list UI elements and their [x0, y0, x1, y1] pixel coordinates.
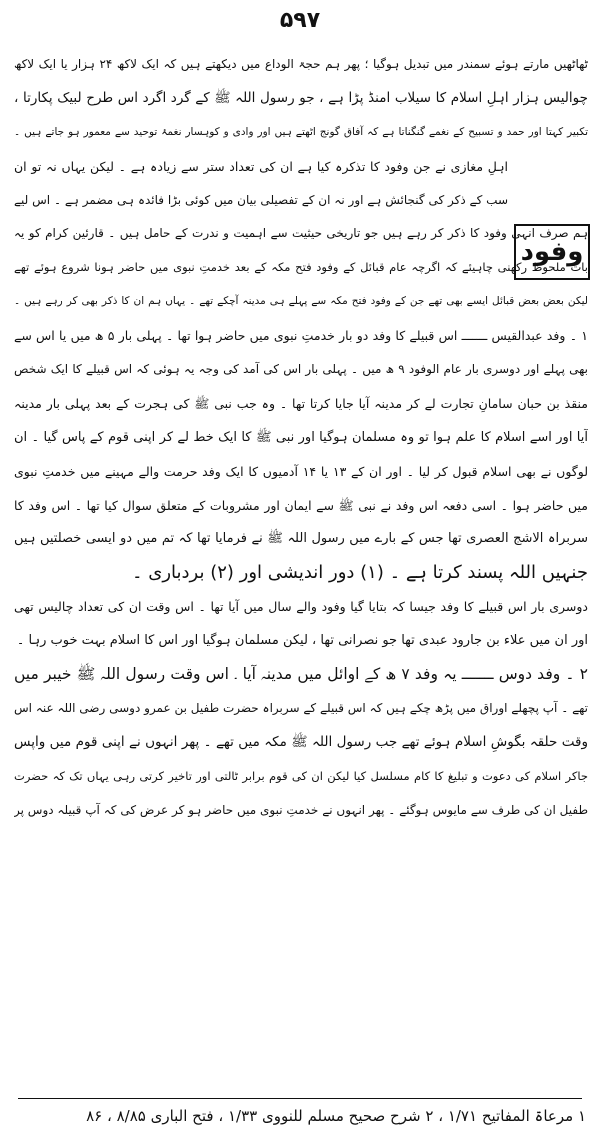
text-line: سب کے ذکر کی گنجائش ہے اور نہ ان کے تفصیلی بیان میں کوئی بڑا فائدہ ہی مضمر ہے ۔ اس لیے [14, 192, 508, 207]
text-line: طفیل ان کی طرف سے مایوس ہوگئے ۔ پھر انہوں نے خدمتِ نبوی میں حاضر ہو کر عرض کی کہ آپ قبیلہ دوس پر [14, 802, 588, 817]
text-line: چوالیس ہزار اہلِ اسلام کا سیلاب امنڈ پڑا ہے ، جو رسول اللہ ﷺ کے گرد اگرد اس طرح لبیک پکارتا ، [14, 89, 588, 106]
text-line: سربراہ الاشج العصری تھا جس کے بارے میں رسول اللہ ﷺ نے فرمایا تھا کہ تم میں دو ایسی خصلتیں ہیں [14, 531, 588, 547]
text-line: تکبیر کہتا اور حمد و تسبیح کے نغمے گنگناتا ہے کہ آفاق گونج اٹھتے ہیں اور وادی و کوہسار نغمۂ توحید سے معمور ہو جاتے ہیں ۔ [14, 125, 588, 138]
text-line: ٹھاٹھیں مارتے ہوئے سمندر میں تبدیل ہوگیا ؛ پھر ہم حجۃ الوداع میں دیکھتے ہیں کہ ایک لاکھ ۲۴ ہزار یا ایک لاکھ [14, 57, 588, 71]
page-number: ۵۹۷ [279, 8, 321, 33]
text-line: جنہیں اللہ پسند کرتا ہے ۔ (۱) دور اندیشی اور (۲) بردباری ۔ [131, 562, 588, 584]
text-line: تھے ۔ آپ پچھلے اوراق میں پڑھ چکے ہیں کہ اس قبیلے کے سربراہ حضرت طفیل بن عمرو دوسی رضی اللہ عنہ اس [14, 700, 588, 715]
text-line: بات ملحوظ رکھنی چاہیئے کہ اگرچہ عام قبائل کے وفود فتح مکہ کے بعد خدمتِ نبوی میں حاضر ہونا شروع ہوئے تھے [14, 260, 588, 275]
text-line: ۱ ۔ وفد عبدالقیس ـــــــ اس قبیلے کا وفد دو بار خدمتِ نبوی میں حاضر ہوا تھا ۔ پہلی بار ۵ ھ میں یا اس سے [14, 328, 588, 344]
body-text [14, 48, 588, 827]
footnotes: ۱ مرعاۃ المفاتیح ۱/۷۱ ، ۲ شرح صحیح مسلم للنووی ۱/۳۳ ، فتح الباری ۸/۸۵ ، ۸۶ [86, 1107, 586, 1125]
text-line: منقذ بن حبان سامانِ تجارت لے کر مدینہ آیا جایا کرتا تھا ۔ وہ جب نبی ﷺ کی ہجرت کے بعد پہلی بار مدینہ [14, 395, 588, 411]
text-line: بھی پہلے اور دوسری بار عام الوفود ۹ ھ میں ۔ پہلی بار اس کی آمد کی وجہ یہ ہوئی کہ اس قبیلے کا ایک شخص [14, 362, 588, 377]
text-line: ہم صرف انہی وفود کا ذکر کر رہے ہیں جو تاریخی حیثیت سے اہمیت و ندرت کے حامل ہیں ۔ قارئین کرام کو یہ [14, 226, 588, 241]
text-line: جاکر اسلام کی دعوت و تبلیغ کا کام مسلسل کیا لیکن ان کی قوم برابر ٹالتی اور تاخیر کرتی رہی یہاں تک کہ حضرت [14, 768, 588, 783]
text-line: میں حاضر ہوا ۔ اسی دفعہ اس وفد نے نبی ﷺ سے ایمان اور مشروبات کے متعلق سوال کیا تھا ۔ اس وفد کا [14, 497, 588, 513]
footnote-divider [18, 1098, 582, 1099]
text-line: لیکن بعض بعض قبائل ایسے بھی تھے جن کے وفود فتح مکہ سے پہلے ہی مدینہ آچکے تھے ۔ یہاں ہم ان کا ذکر بھی کر رہے ہیں ۔ [14, 295, 588, 308]
text-line: دوسری بار اس قبیلے کا وفد جیسا کہ بتایا گیا وفود والے سال میں آیا تھا ۔ اس وقت ان کی تعداد چالیس تھی [14, 599, 588, 615]
text-line: آیا اور اسے اسلام کا علم ہوا تو وہ مسلمان ہوگیا اور نبی ﷺ کا ایک خط لے کر اپنی قوم کے پاس گیا ۔ ان [14, 429, 588, 445]
section-heading: وفود [514, 224, 590, 280]
text-line: لوگوں نے بھی اسلام قبول کر لیا ۔ اور ان کے ۱۳ یا ۱۴ آدمیوں کا ایک وفد حرمت والے مہینے میں خدمتِ نبوی [14, 463, 588, 479]
text-line: وقت حلقہ بگوشِ اسلام ہوئے تھے جب رسول اللہ ﷺ مکہ میں تھے ۔ پھر انہوں نے اپنی قوم میں واپس [14, 733, 588, 750]
text-line: اہلِ مغازی نے جن وفود کا تذکرہ کیا ہے ان کی تعداد ستر سے زیادہ ہے ۔ لیکن یہاں نہ تو ان [14, 158, 508, 174]
text-line: اور ان میں علاء بن جارود عبدی تھا جو نصرانی تھا ، لیکن مسلمان ہوگیا اور اس کا اسلام بہت خوب رہا ۔ [16, 633, 588, 649]
text-line: ۲ ۔ وفد دوس ـــــــ یہ وفد ۷ ھ کے اوائل میں مدینہ آیا ۔ اس وقت رسول اللہ ﷺ خیبر میں [14, 665, 588, 684]
